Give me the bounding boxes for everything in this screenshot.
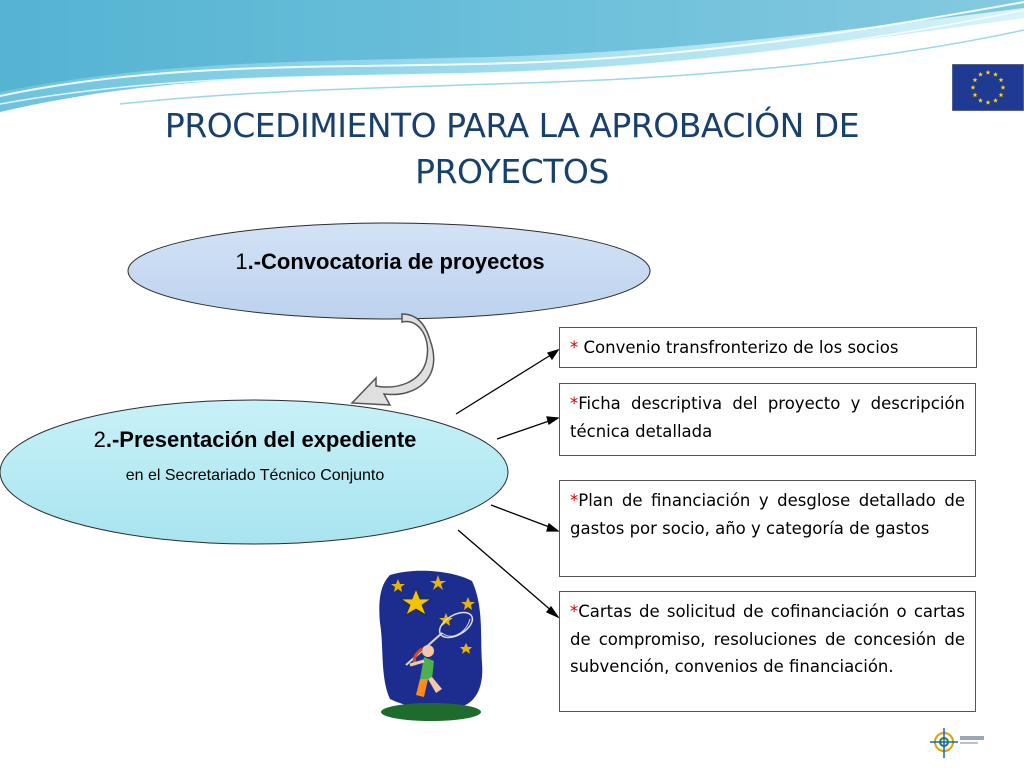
step-2-number: 2 xyxy=(93,427,106,452)
arrow-to-box-3 xyxy=(491,505,552,528)
title-line-1: PROCEDIMIENTO PARA LA APROBACIÓN DE xyxy=(164,106,860,145)
document-box-4 xyxy=(559,591,976,712)
bullet-star: * xyxy=(570,491,579,510)
step-1-label: .-Convocatoria de proyectos xyxy=(247,249,545,274)
document-text-4: Cartas de solicitud de cofinanciación o cartas de compromiso, resoluciones de concesión de subvención, convenios de financiación. xyxy=(570,602,965,676)
title-line-2: PROYECTOS xyxy=(415,152,609,191)
document-box-2 xyxy=(559,383,976,456)
step-1-number: 1 xyxy=(235,249,248,274)
program-logo-icon xyxy=(930,726,986,760)
document-box-3 xyxy=(559,480,976,577)
document-box-1 xyxy=(559,327,977,368)
step-2-label: .-Presentación del expediente xyxy=(105,427,417,452)
step-2-sublabel: en el Secretariado Técnico Conjunto xyxy=(125,467,385,484)
bullet-star: * xyxy=(570,394,579,413)
page-title xyxy=(60,103,964,195)
star-catcher-clipart xyxy=(376,567,486,722)
eu-flag-icon xyxy=(952,64,1024,111)
bullet-star: * xyxy=(570,602,579,621)
arrow-to-box-1 xyxy=(456,353,554,414)
step-2 xyxy=(40,424,470,486)
document-text-1: Convenio transfronterizo de los socios xyxy=(578,338,899,357)
step-1 xyxy=(150,246,630,278)
arrow-to-box-2 xyxy=(497,420,552,439)
document-text-3: Plan de financiación y desglose detallado de gastos por socio, año y categoría de gastos xyxy=(570,491,965,538)
curved-arrow-icon xyxy=(352,314,434,405)
bullet-star: * xyxy=(570,338,579,357)
document-text-2: Ficha descriptiva del proyecto y descripción técnica detallada xyxy=(570,394,965,441)
